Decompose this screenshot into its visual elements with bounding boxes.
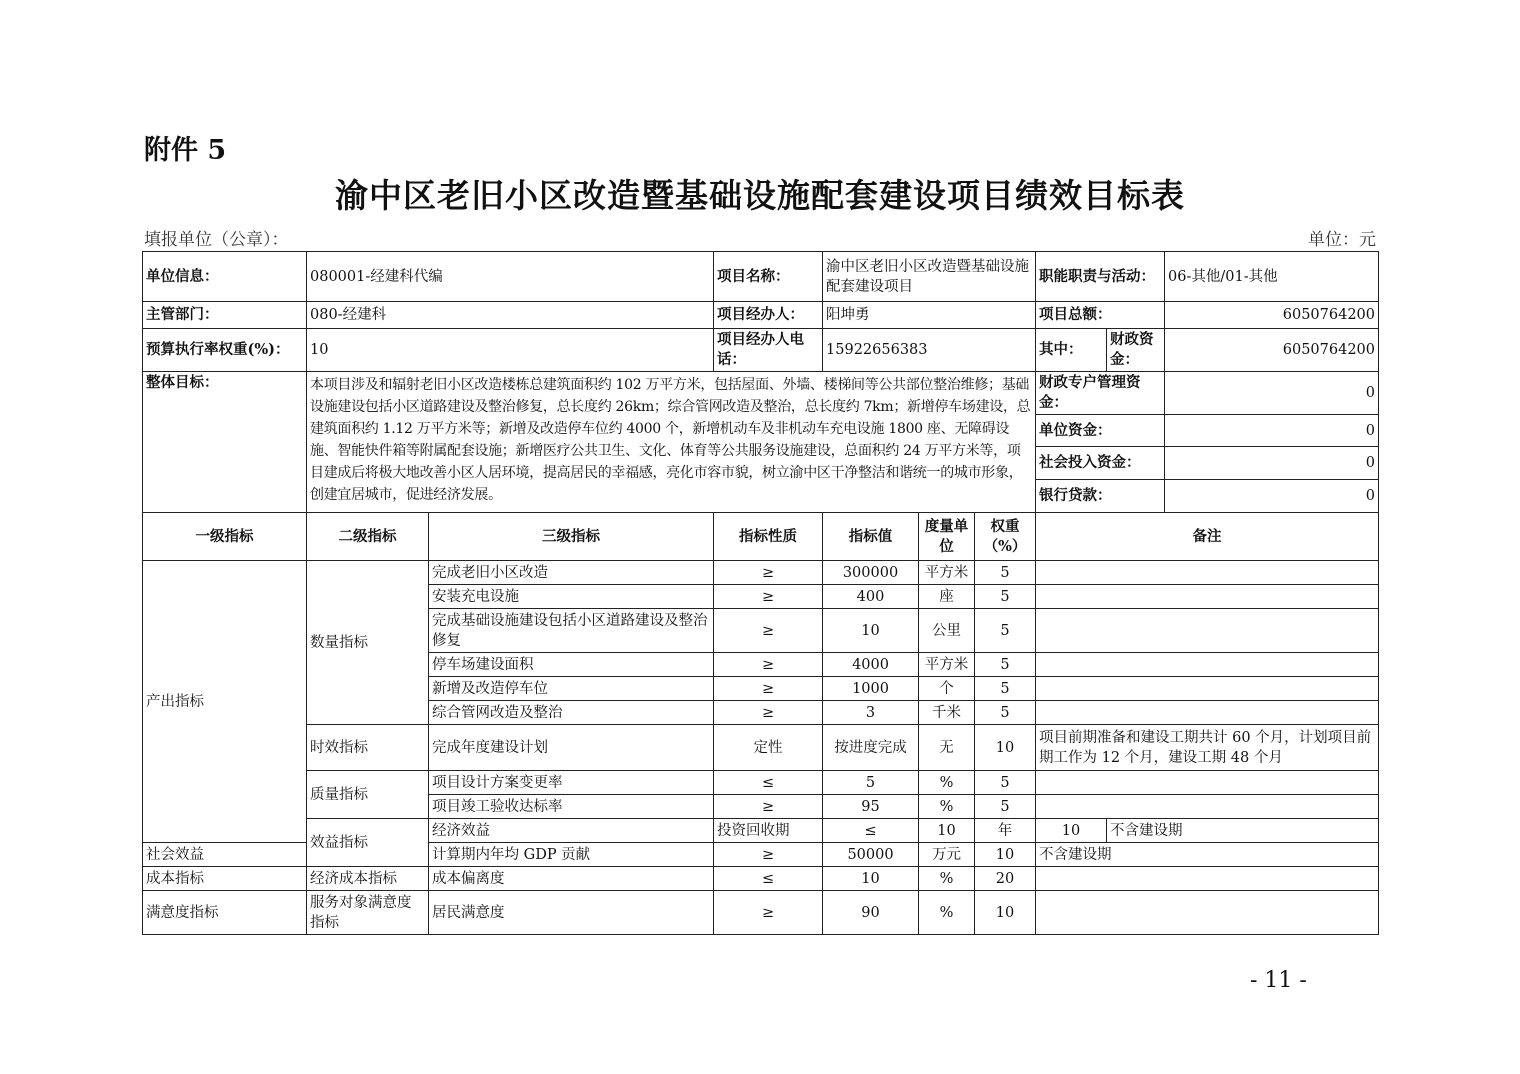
indicator-weight: 5 [975, 609, 1036, 653]
indicator-remark [1036, 585, 1379, 609]
indicator-value: 1000 [823, 677, 919, 701]
indicator-unit: 万元 [919, 843, 975, 867]
indicator-value: 10 [823, 867, 919, 891]
indicator-name: 安装充电设施 [429, 585, 714, 609]
indicator-value: 90 [823, 891, 919, 935]
indicator-name: 新增及改造停车位 [429, 677, 714, 701]
group-econ-cost: 经济成本指标 [307, 867, 429, 891]
indicator-remark: 项目前期准备和建设工期共计 60 个月，计划项目前期工作为 12 个月，建设工期 48 个月 [1036, 725, 1379, 771]
indicator-name: 计算期内年均 GDP 贡献 [429, 843, 714, 867]
indicator-value: 4000 [823, 653, 919, 677]
indicator-unit: % [919, 795, 975, 819]
indicator-unit: 无 [919, 725, 975, 771]
unit-fund-value: 0 [1165, 415, 1379, 447]
col-level1: 一级指标 [143, 513, 307, 561]
indicator-weight: 5 [975, 561, 1036, 585]
table-row [143, 819, 1379, 843]
indicator-remark [1036, 653, 1379, 677]
bank-loan-label: 银行贷款： [1036, 480, 1165, 513]
indicator-unit: 座 [919, 585, 975, 609]
indicator-unit: 年 [975, 819, 1036, 843]
indicator-remark [1036, 771, 1379, 795]
duty-value: 06-其他/01-其他 [1165, 252, 1379, 302]
indicator-nature: ≥ [714, 891, 823, 935]
group-quantity: 数量指标 [307, 561, 429, 725]
indicator-nature: ≥ [714, 843, 823, 867]
indicator-remark: 不含建设期 [1107, 819, 1379, 843]
table-row [143, 867, 1379, 891]
indicator-weight: 5 [975, 653, 1036, 677]
social-fund-label: 社会投入资金： [1036, 447, 1165, 480]
project-name-value: 渝中区老旧小区改造暨基础设施配套建设项目 [823, 252, 1036, 302]
handler-value: 阳坤勇 [823, 302, 1036, 329]
indicator-name: 项目设计方案变更率 [429, 771, 714, 795]
indicator-name: 投资回收期 [714, 819, 823, 843]
indicator-value: 300000 [823, 561, 919, 585]
indicator-name: 完成基础设施建设包括小区道路建设及整治修复 [429, 609, 714, 653]
group-service-satisfaction: 服务对象满意度指标 [307, 891, 429, 935]
indicator-unit: 公里 [919, 609, 975, 653]
phone-value: 15922656383 [823, 329, 1036, 372]
project-name-label: 项目名称： [714, 252, 823, 302]
indicator-nature: ≥ [714, 609, 823, 653]
indicator-value: 3 [823, 701, 919, 725]
fill-unit-label: 填报单位（公章）： [144, 230, 289, 250]
duty-label: 职能职责与活动： [1036, 252, 1165, 302]
phone-label: 项目经办人电话： [714, 329, 823, 372]
indicator-unit: 平方米 [919, 653, 975, 677]
total-label: 项目总额： [1036, 302, 1165, 329]
budget-weight-value: 10 [307, 329, 714, 372]
indicator-weight: 20 [975, 867, 1036, 891]
total-value: 6050764200 [1165, 302, 1379, 329]
indicator-value: 10 [919, 819, 975, 843]
indicator-remark [1036, 677, 1379, 701]
dept-value: 080-经建科 [307, 302, 714, 329]
col-weight: 权重（%） [975, 513, 1036, 561]
group-timeliness: 时效指标 [307, 725, 429, 771]
indicator-weight: 5 [975, 585, 1036, 609]
indicator-weight: 10 [975, 843, 1036, 867]
indicator-unit: 千米 [919, 701, 975, 725]
indicator-remark [1036, 609, 1379, 653]
indicator-nature: ≥ [714, 677, 823, 701]
group-benefit: 效益指标 [307, 819, 429, 867]
indicator-unit: % [919, 867, 975, 891]
handler-label: 项目经办人： [714, 302, 823, 329]
indicator-weight: 5 [975, 701, 1036, 725]
group-social-benefit: 社会效益 [143, 843, 307, 867]
goal-label: 整体目标： [143, 372, 307, 513]
indicator-remark: 不含建设期 [1036, 843, 1379, 867]
indicator-remark [1036, 795, 1379, 819]
indicator-unit: % [919, 891, 975, 935]
col-value: 指标值 [823, 513, 919, 561]
special-fund-label: 财政专户管理资金： [1036, 372, 1165, 415]
table-row [143, 561, 1379, 585]
group-satisfaction: 满意度指标 [143, 891, 307, 935]
page-number: - 11 - [1250, 968, 1307, 993]
col-level2: 二级指标 [307, 513, 429, 561]
table-row [143, 771, 1379, 795]
indicator-value: 400 [823, 585, 919, 609]
goal-text: 本项目涉及和辐射老旧小区改造楼栋总建筑面积约 102 万平方米，包括屋面、外墙、楼梯间等公共部位整治维修；基础设施建设包括小区道路建设及整治修复，总长度约 26km；综合管网改造及整治，总长度约 7km；新增停车场建设，总建筑面积约 1.12 万平方米等；新增及改造停车位约 4000 个，新增机动车及非机动车充电设施 1800 座、无障碍设施、智能快件箱等附属配套设施；新增医疗公共卫生、文化、体育等公共服务设施建设，总面积约 24 万平方米等，项目建成后将极大地改善小区人居环境，提高居民的幸福感，亮化市容市貌，树立渝中区干净整洁和谐统一的城市形象，创建宜居城市，促进经济发展。 [307, 372, 1036, 513]
indicator-remark [1036, 891, 1379, 935]
indicator-unit: % [919, 771, 975, 795]
indicator-weight: 5 [975, 795, 1036, 819]
indicator-nature: ≥ [714, 701, 823, 725]
indicator-nature: ≥ [714, 795, 823, 819]
indicator-unit: 个 [919, 677, 975, 701]
group-economic-benefit: 经济效益 [429, 819, 714, 843]
indicator-weight: 10 [1036, 819, 1107, 843]
indicator-name: 停车场建设面积 [429, 653, 714, 677]
group-quality: 质量指标 [307, 771, 429, 819]
indicator-name: 居民满意度 [429, 891, 714, 935]
social-fund-value: 0 [1165, 447, 1379, 480]
unit-info-value: 080001-经建科代编 [307, 252, 714, 302]
table-row [143, 725, 1379, 771]
indicator-nature: ≤ [714, 867, 823, 891]
indicator-nature: 定性 [714, 725, 823, 771]
indicator-value: 95 [823, 795, 919, 819]
table-row [143, 891, 1379, 935]
col-unit: 度量单位 [919, 513, 975, 561]
bank-loan-value: 0 [1165, 480, 1379, 513]
fiscal-value: 6050764200 [1165, 329, 1379, 372]
unit-info-label: 单位信息： [143, 252, 307, 302]
col-remark: 备注 [1036, 513, 1379, 561]
indicator-unit: 平方米 [919, 561, 975, 585]
indicator-remark [1036, 867, 1379, 891]
indicator-value: 5 [823, 771, 919, 795]
among-label: 其中： [1036, 329, 1107, 372]
indicator-weight: 5 [975, 677, 1036, 701]
col-level3: 三级指标 [429, 513, 714, 561]
indicator-value: 按进度完成 [823, 725, 919, 771]
indicator-nature: ≤ [823, 819, 919, 843]
page-title: 渝中区老旧小区改造暨基础设施配套建设项目绩效目标表 [335, 176, 1185, 215]
indicator-weight: 10 [975, 725, 1036, 771]
indicator-value: 50000 [823, 843, 919, 867]
indicator-name: 成本偏离度 [429, 867, 714, 891]
indicator-nature: ≥ [714, 561, 823, 585]
indicator-nature: ≤ [714, 771, 823, 795]
indicator-name: 完成年度建设计划 [429, 725, 714, 771]
indicator-weight: 5 [975, 771, 1036, 795]
indicator-value: 10 [823, 609, 919, 653]
col-nature: 指标性质 [714, 513, 823, 561]
group-output: 产出指标 [143, 561, 307, 843]
indicator-name: 综合管网改造及整治 [429, 701, 714, 725]
special-fund-value: 0 [1165, 372, 1379, 415]
performance-target-table [142, 251, 1379, 935]
currency-unit-label: 单位：元 [1308, 230, 1376, 250]
indicator-name: 项目竣工验收达标率 [429, 795, 714, 819]
unit-fund-label: 单位资金： [1036, 415, 1165, 447]
budget-weight-label: 预算执行率权重(%)： [143, 329, 307, 372]
indicator-weight: 10 [975, 891, 1036, 935]
group-cost: 成本指标 [143, 867, 307, 891]
fiscal-label: 财政资金： [1107, 329, 1165, 372]
indicator-nature: ≥ [714, 585, 823, 609]
indicator-remark [1036, 701, 1379, 725]
indicator-nature: ≥ [714, 653, 823, 677]
dept-label: 主管部门： [143, 302, 307, 329]
attachment-label: 附件 5 [144, 135, 227, 166]
indicator-remark [1036, 561, 1379, 585]
indicator-name: 完成老旧小区改造 [429, 561, 714, 585]
